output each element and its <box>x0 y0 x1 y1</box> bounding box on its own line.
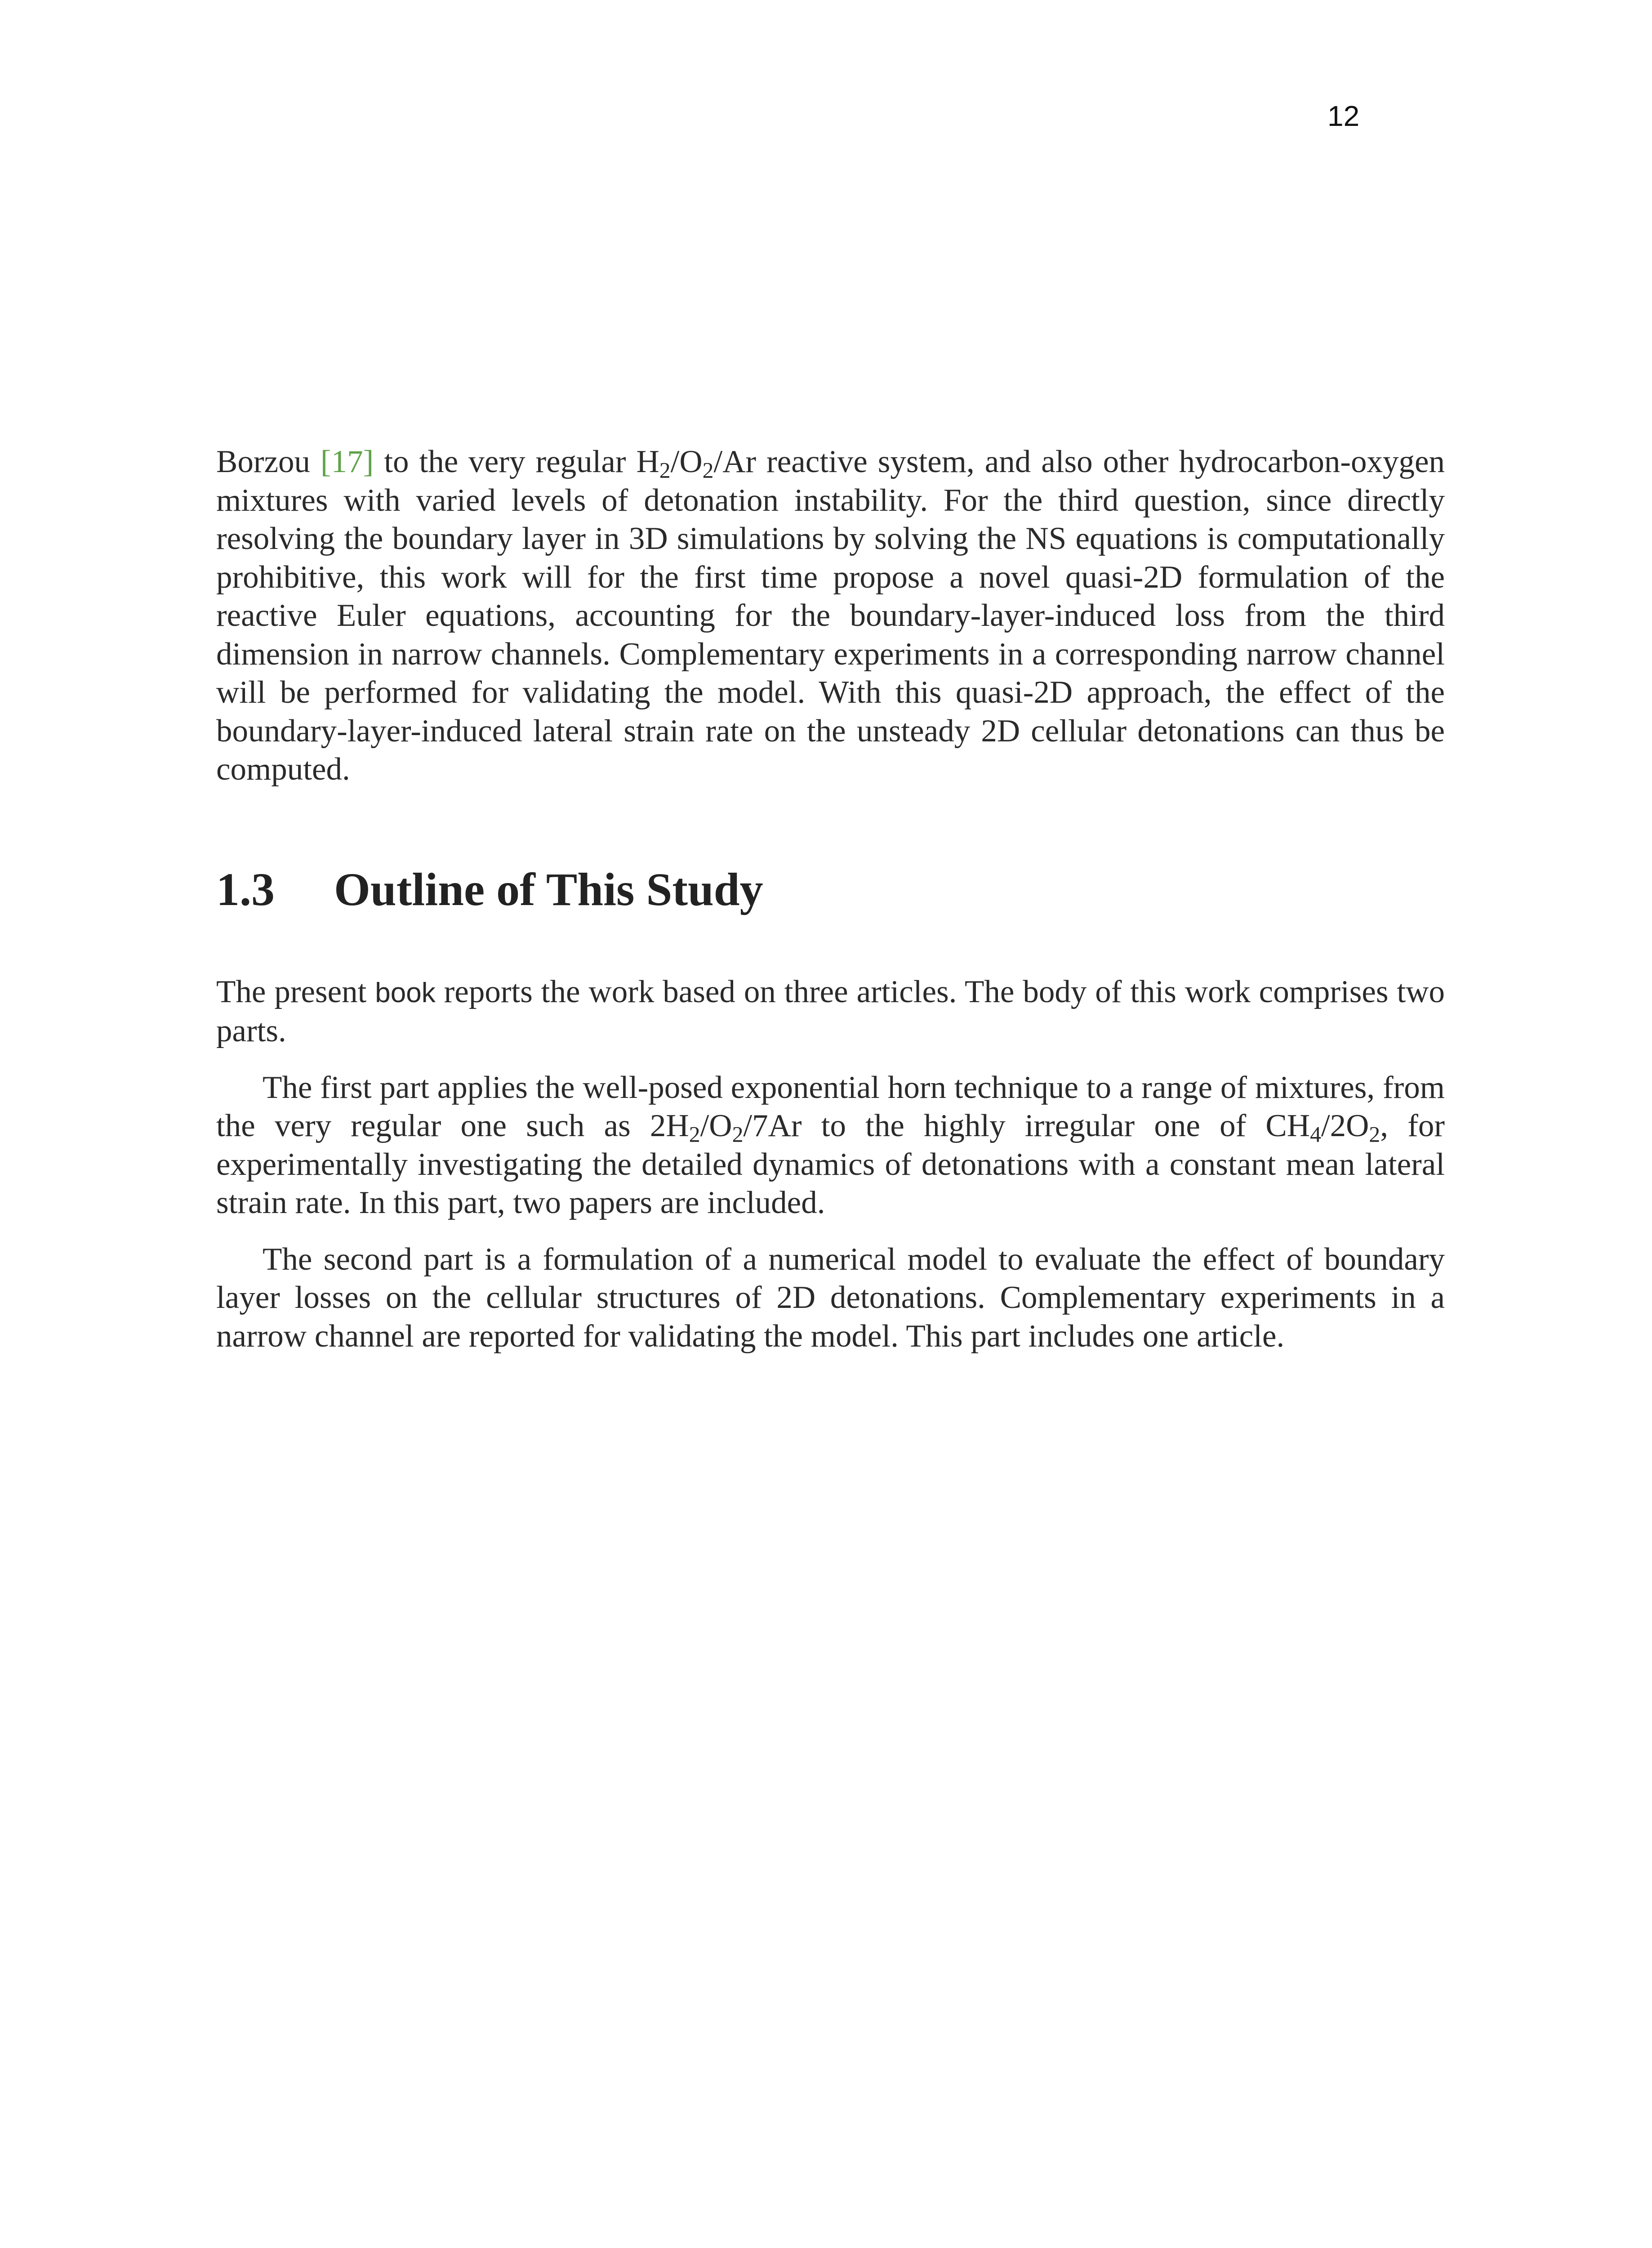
citation-link-17[interactable]: [17] <box>321 444 374 479</box>
subscript: 4 <box>1310 1122 1321 1147</box>
text-run: /Ar reactive system, and also other hydrocarbon-oxygen mixtures with varied levels of detonation instability. For the third question, since directly resolving the boundary layer in 3D simulations by solving the NS equations is computationally prohibitive, this work will for the first time propose a novel quasi-2D formulation of the reactive Euler equations, accounting for the boundary-layer-induced loss from the third dimension in narrow channels. Complementary experiments in a corresponding narrow channel will be performed for validating the model. With this quasi-2D approach, the effect of the boundary-layer-induced lateral strain rate on the unsteady 2D cellular detonations can thus be computed. <box>216 444 1445 787</box>
text-run: /2O <box>1321 1108 1369 1143</box>
subscript: 2 <box>689 1122 700 1147</box>
outline-paragraph-3: The second part is a formulation of a numerical model to evaluate the effect of boundary layer losses on the cellular structures of 2D detonations. Complementary experiments in a narrow channel are reported for validating the model. This part includes one article. <box>216 1241 1445 1354</box>
outline-paragraph-1 <box>216 973 1445 1051</box>
text-run: The present <box>216 974 375 1009</box>
text-run: reports the work based on three articles. The body of this work comprises two parts. <box>216 974 1445 1048</box>
section-title: Outline of This Study <box>334 863 763 915</box>
section-heading <box>216 863 1445 917</box>
outline-paragraph-2 <box>216 1069 1445 1222</box>
text-run: /O <box>700 1108 732 1143</box>
subscript: 2 <box>659 458 671 483</box>
text-run: The first part applies the well-posed exponential horn technique to a range of mixtures, from the very regular one such as 2H <box>216 1070 1445 1143</box>
text-run: /O <box>670 444 703 479</box>
text-run: to the very regular H <box>374 444 659 479</box>
page-number: 12 <box>1327 100 1360 132</box>
book-term: book <box>375 977 436 1008</box>
subscript: 2 <box>732 1122 744 1147</box>
page-body <box>216 443 1445 1356</box>
text-run: /7Ar to the highly irregular one of CH <box>743 1108 1310 1143</box>
subscript: 2 <box>1369 1122 1380 1147</box>
text-run: , for experimentally investigating the detailed dynamics of detonations with a constant mean lateral strain rate. In this part, two papers are included. <box>216 1108 1445 1220</box>
text-run: Borzou <box>216 444 321 479</box>
subscript: 2 <box>702 458 714 483</box>
section-number: 1.3 <box>216 863 275 915</box>
intro-paragraph <box>216 443 1445 789</box>
